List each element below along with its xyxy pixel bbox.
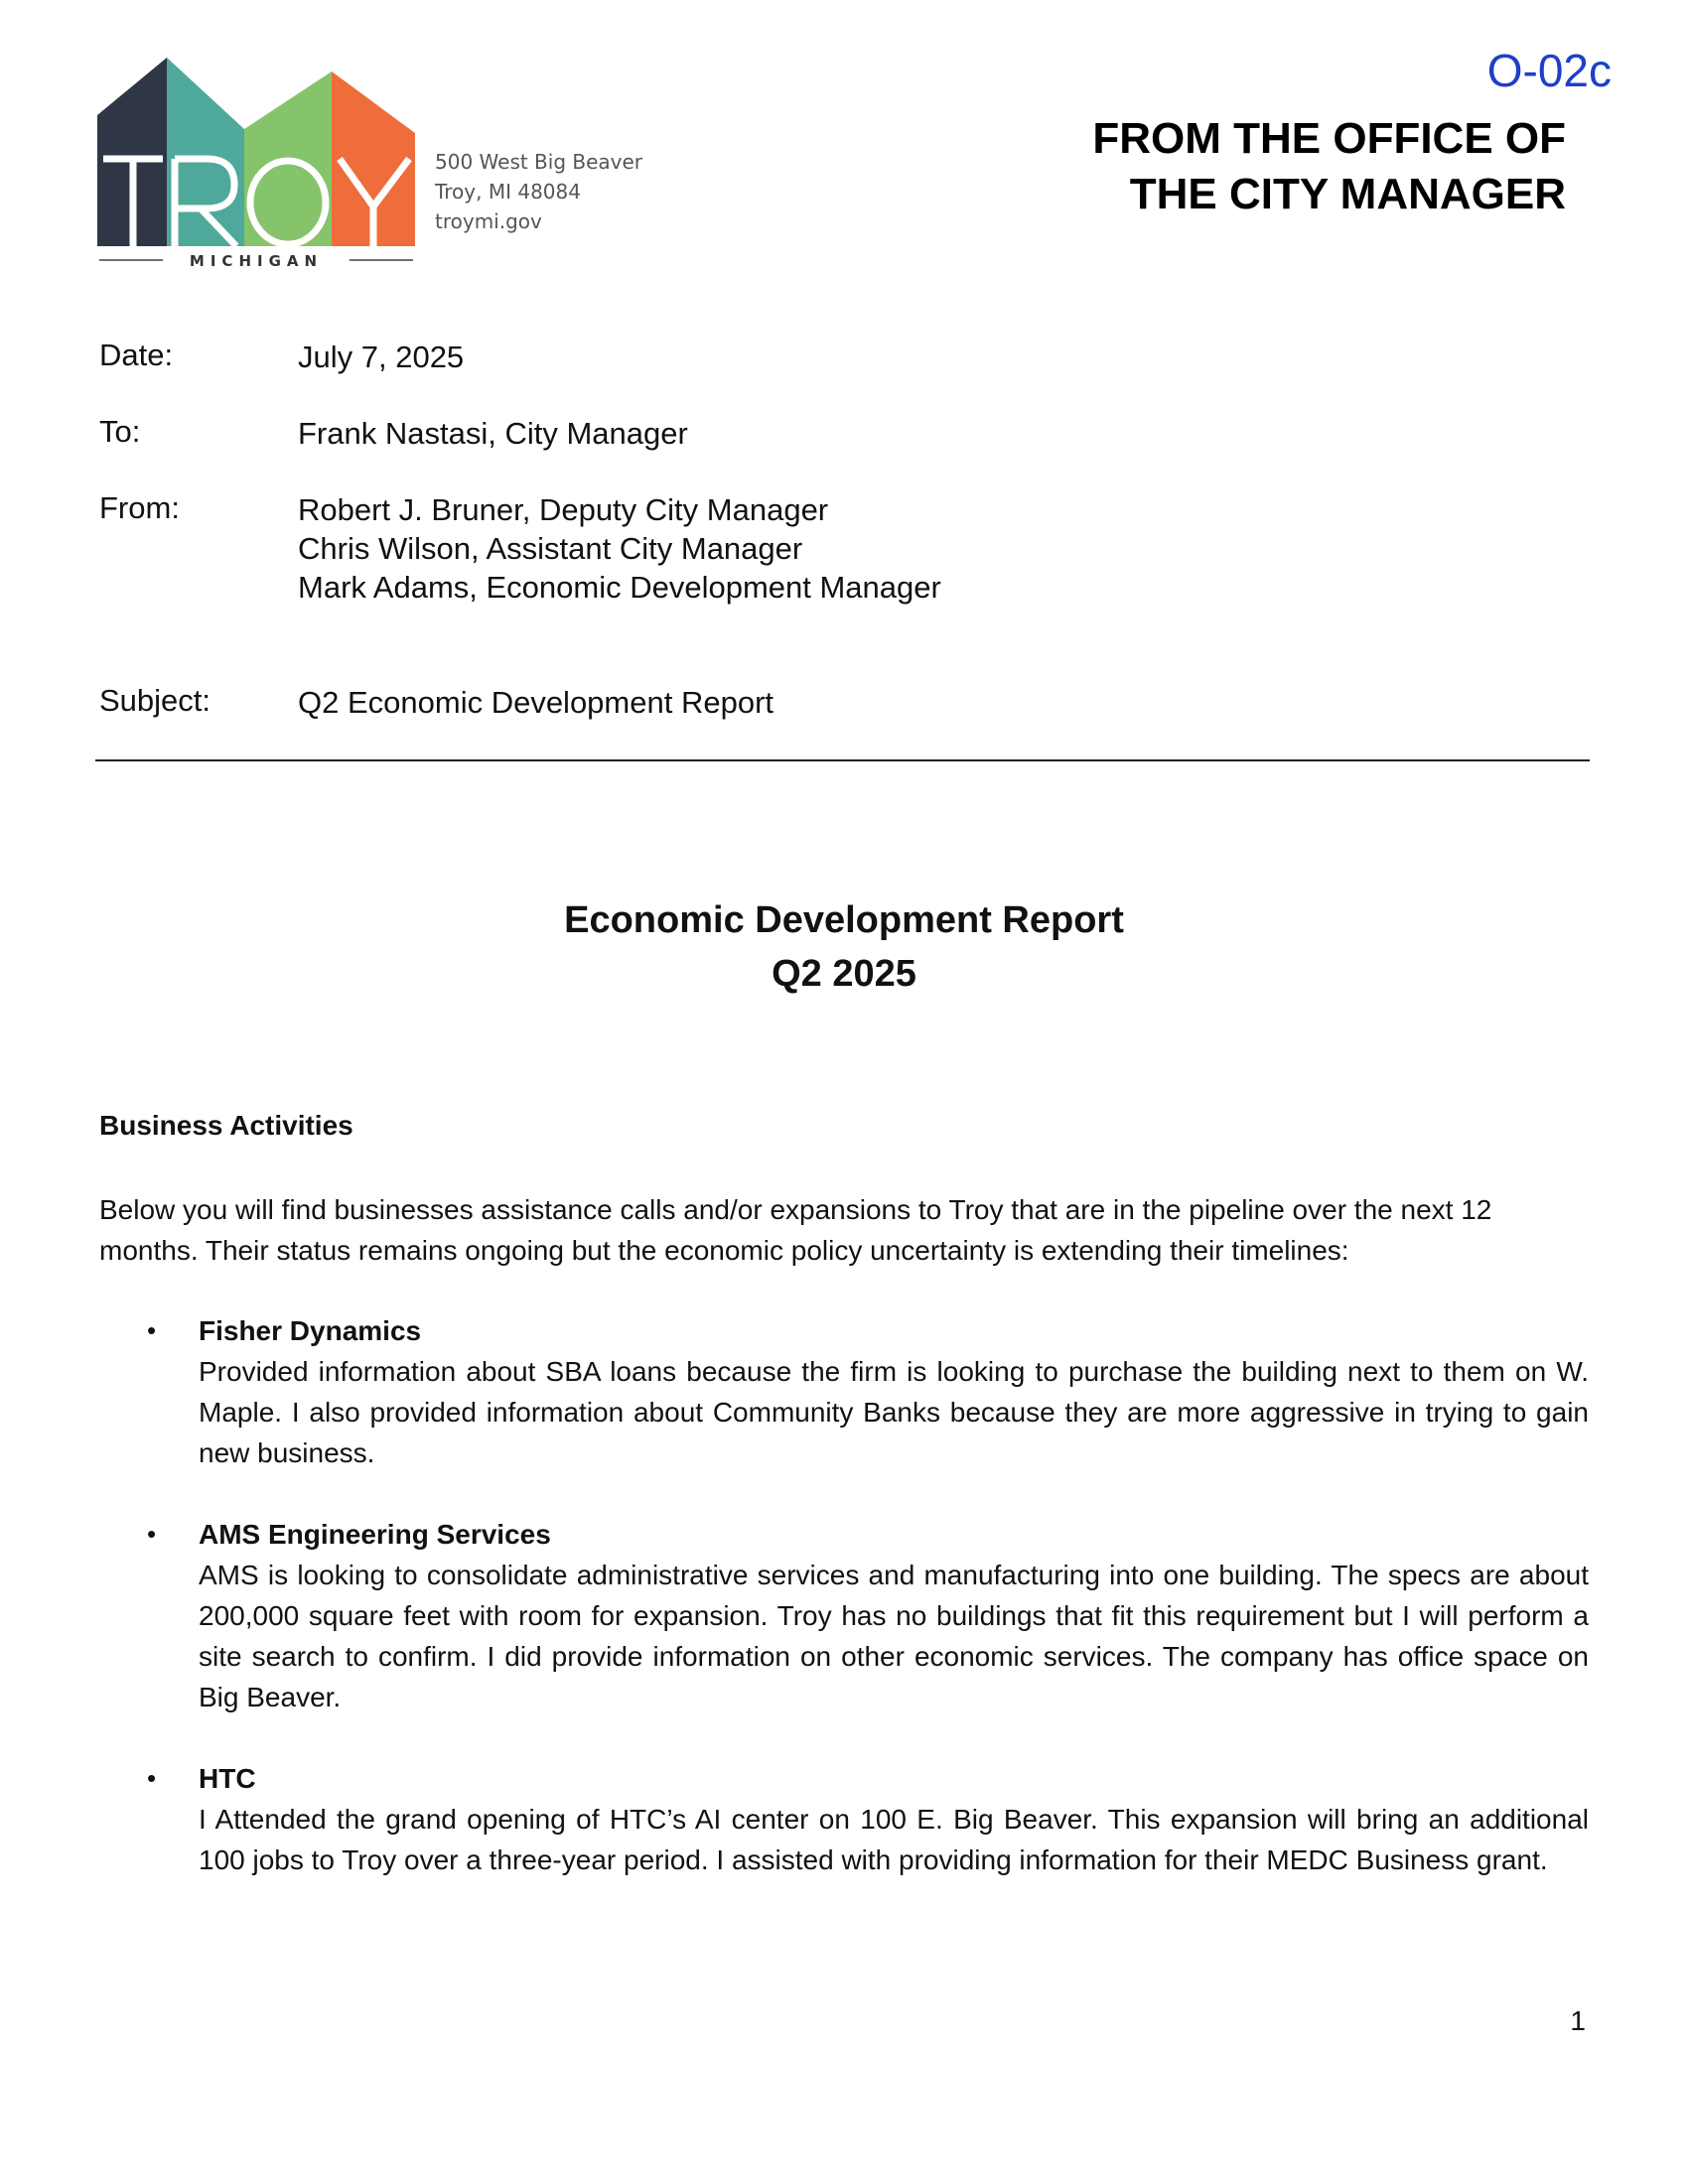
from-person-3: Mark Adams, Economic Development Manager xyxy=(298,570,941,605)
page-number: 1 xyxy=(1570,2005,1586,2036)
bullet-icon: • xyxy=(147,1519,157,1549)
from-person-2: Chris Wilson, Assistant City Manager xyxy=(298,531,803,566)
document-code: O-02c xyxy=(1486,45,1612,96)
business-description: AMS is looking to consolidate administrative services and manufacturing into one building. The specs are about 200,000 square feet with room for expansion. Troy has no buildings that fit this requirement but I will perform a site search to confirm. I did provide information on other economic services. The company has office space on Big Beaver. xyxy=(199,1560,1589,1712)
list-item xyxy=(99,1758,1589,1880)
address-line-1: 500 West Big Beaver xyxy=(435,150,643,174)
from-values xyxy=(298,490,941,607)
to-value: Frank Nastasi, City Manager xyxy=(298,416,688,451)
office-title-line-1: FROM THE OFFICE OF xyxy=(1092,114,1566,163)
subject-label: Subject: xyxy=(99,683,211,718)
address-website: troymi.gov xyxy=(435,209,542,233)
business-description: I Attended the grand opening of HTC’s AI center on 100 E. Big Beaver. This expansion will bring an additional 100 jobs to Troy over a three-year period. I assisted with providing information for their MEDC Business grant. xyxy=(199,1804,1589,1875)
report-title xyxy=(0,893,1688,1001)
troy-logo xyxy=(97,58,415,271)
office-title xyxy=(871,111,1566,222)
header-divider xyxy=(95,759,1590,761)
business-name: AMS Engineering Services xyxy=(199,1519,551,1550)
bullet-icon: • xyxy=(147,1315,157,1345)
office-address xyxy=(435,147,642,236)
from-person-1: Robert J. Bruner, Deputy City Manager xyxy=(298,492,829,527)
section-heading: Business Activities xyxy=(99,1110,353,1141)
intro-paragraph: Below you will find businesses assistance calls and/or expansions to Troy that are in the pipeline over the next 12 months. Their status remains ongoing but the economic policy uncertainty is extending their timelines: xyxy=(99,1194,1492,1266)
report-title-line-2: Q2 2025 xyxy=(772,953,916,995)
subject-value: Q2 Economic Development Report xyxy=(298,685,774,720)
logo-subtext: MICHIGAN xyxy=(189,252,324,270)
date-label: Date: xyxy=(99,338,174,372)
list-item xyxy=(99,1310,1589,1473)
address-line-2: Troy, MI 48084 xyxy=(435,180,581,204)
business-name: HTC xyxy=(199,1763,256,1794)
office-title-line-2: THE CITY MANAGER xyxy=(1129,170,1566,218)
bullet-icon: • xyxy=(147,1763,157,1793)
from-label: From: xyxy=(99,490,180,525)
report-title-line-1: Economic Development Report xyxy=(564,899,1124,941)
list-item xyxy=(99,1514,1589,1717)
business-list xyxy=(99,1310,1589,1921)
business-name: Fisher Dynamics xyxy=(199,1315,422,1346)
date-value: July 7, 2025 xyxy=(298,340,465,374)
business-description: Provided information about SBA loans because the firm is looking to purchase the building next to them on W. Maple. I also provided information about Community Banks because they are more aggressive in trying to gain new business. xyxy=(199,1356,1589,1468)
to-label: To: xyxy=(99,414,141,449)
troy-logo-graphic xyxy=(97,58,415,271)
